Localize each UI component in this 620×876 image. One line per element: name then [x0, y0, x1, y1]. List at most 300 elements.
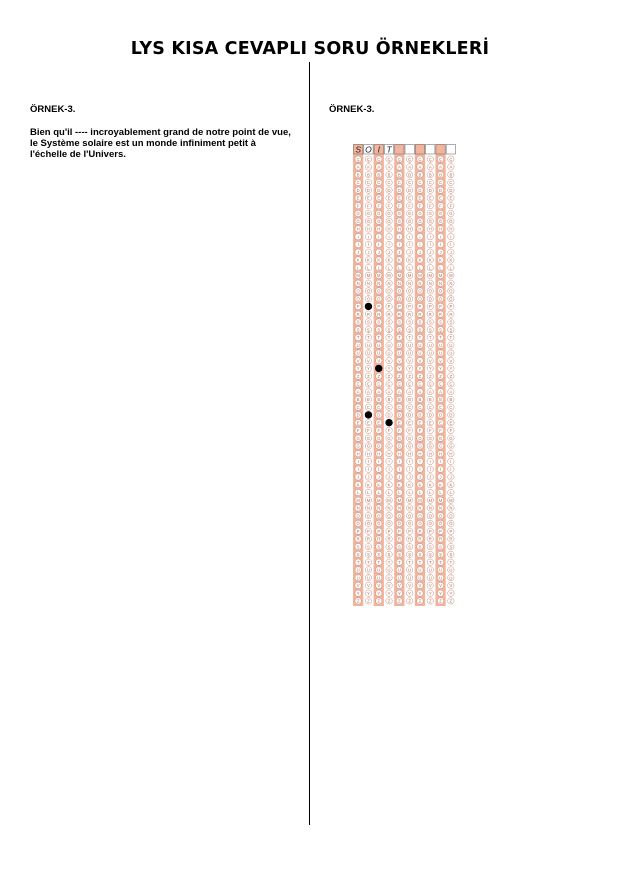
answer-bubble[interactable]: [448, 241, 454, 247]
answer-bubble[interactable]: [386, 559, 392, 565]
answer-bubble[interactable]: [376, 373, 382, 379]
answer-bubble[interactable]: [406, 249, 412, 255]
answer-bubble[interactable]: [365, 458, 371, 464]
answer-bubble[interactable]: [448, 598, 454, 604]
answer-bubble[interactable]: [417, 264, 423, 270]
answer-bubble[interactable]: [406, 574, 412, 580]
answer-bubble[interactable]: [427, 435, 433, 441]
answer-bubble[interactable]: [355, 466, 361, 472]
answer-bubble[interactable]: [437, 249, 443, 255]
answer-bubble[interactable]: [376, 288, 382, 294]
answer-bubble[interactable]: [427, 574, 433, 580]
answer-bubble[interactable]: [448, 528, 454, 534]
answer-bubble[interactable]: [417, 543, 423, 549]
answer-bubble[interactable]: [376, 171, 382, 177]
answer-bubble[interactable]: [427, 202, 433, 208]
answer-bubble[interactable]: [396, 412, 402, 418]
answer-bubble[interactable]: [355, 303, 361, 309]
answer-bubble[interactable]: [386, 536, 392, 542]
answer-bubble[interactable]: [448, 334, 454, 340]
answer-bubble[interactable]: [365, 497, 371, 503]
answer-bubble[interactable]: [417, 202, 423, 208]
answer-bubble[interactable]: [448, 288, 454, 294]
answer-bubble[interactable]: [386, 218, 392, 224]
answer-bubble[interactable]: [437, 311, 443, 317]
answer-bubble[interactable]: [437, 350, 443, 356]
answer-bubble[interactable]: [417, 450, 423, 456]
answer-bubble[interactable]: [376, 311, 382, 317]
answer-bubble[interactable]: [376, 280, 382, 286]
answer-bubble[interactable]: [386, 528, 392, 534]
answer-bubble[interactable]: [376, 396, 382, 402]
answer-bubble[interactable]: [437, 574, 443, 580]
answer-bubble[interactable]: [417, 303, 423, 309]
answer-bubble[interactable]: [386, 505, 392, 511]
answer-bubble[interactable]: [427, 295, 433, 301]
answer-bubble[interactable]: [417, 241, 423, 247]
answer-bubble[interactable]: [448, 458, 454, 464]
answer-bubble[interactable]: [437, 551, 443, 557]
answer-bubble[interactable]: [417, 187, 423, 193]
answer-bubble[interactable]: [365, 171, 371, 177]
answer-bubble[interactable]: [448, 505, 454, 511]
answer-bubble[interactable]: [386, 381, 392, 387]
answer-bubble[interactable]: [376, 435, 382, 441]
answer-bubble[interactable]: [427, 357, 433, 363]
answer-bubble[interactable]: [437, 187, 443, 193]
answer-bubble[interactable]: [406, 505, 412, 511]
answer-bubble[interactable]: [417, 567, 423, 573]
answer-bubble[interactable]: [448, 233, 454, 239]
answer-bubble[interactable]: [365, 443, 371, 449]
answer-bubble[interactable]: [365, 311, 371, 317]
answer-bubble[interactable]: [406, 590, 412, 596]
answer-bubble[interactable]: [406, 156, 412, 162]
answer-bubble[interactable]: [427, 427, 433, 433]
answer-bubble[interactable]: [386, 543, 392, 549]
answer-bubble[interactable]: [376, 357, 382, 363]
answer-bubble[interactable]: [376, 404, 382, 410]
answer-bubble[interactable]: [406, 412, 412, 418]
answer-bubble[interactable]: [417, 559, 423, 565]
answer-bubble[interactable]: [365, 435, 371, 441]
answer-bubble[interactable]: [376, 156, 382, 162]
answer-bubble[interactable]: [365, 272, 371, 278]
answer-bubble[interactable]: [437, 156, 443, 162]
answer-bubble[interactable]: [396, 326, 402, 332]
answer-bubble[interactable]: [437, 373, 443, 379]
answer-bubble[interactable]: [448, 226, 454, 232]
answer-bubble[interactable]: [406, 381, 412, 387]
answer-bubble[interactable]: [386, 179, 392, 185]
answer-bubble[interactable]: [448, 264, 454, 270]
answer-bubble[interactable]: [417, 249, 423, 255]
answer-bubble[interactable]: [365, 466, 371, 472]
answer-bubble[interactable]: [396, 590, 402, 596]
answer-bubble[interactable]: [427, 567, 433, 573]
answer-bubble[interactable]: [365, 396, 371, 402]
answer-bubble[interactable]: [427, 164, 433, 170]
answer-bubble[interactable]: [417, 419, 423, 425]
answer-bubble[interactable]: [376, 528, 382, 534]
answer-bubble[interactable]: [376, 590, 382, 596]
answer-bubble[interactable]: [427, 443, 433, 449]
answer-bubble[interactable]: [355, 574, 361, 580]
answer-bubble[interactable]: [396, 443, 402, 449]
answer-bubble[interactable]: [427, 466, 433, 472]
answer-bubble[interactable]: [355, 264, 361, 270]
answer-bubble[interactable]: [437, 272, 443, 278]
answer-bubble[interactable]: [427, 598, 433, 604]
answer-bubble[interactable]: [386, 598, 392, 604]
answer-bubble[interactable]: [406, 226, 412, 232]
answer-bubble[interactable]: [417, 435, 423, 441]
answer-bubble[interactable]: [427, 350, 433, 356]
answer-bubble[interactable]: [448, 450, 454, 456]
answer-bubble[interactable]: [386, 195, 392, 201]
answer-bubble[interactable]: [396, 241, 402, 247]
answer-bubble[interactable]: [376, 505, 382, 511]
answer-bubble[interactable]: [355, 195, 361, 201]
answer-bubble[interactable]: [355, 350, 361, 356]
answer-bubble[interactable]: [396, 551, 402, 557]
answer-bubble[interactable]: [365, 202, 371, 208]
answer-bubble[interactable]: [355, 543, 361, 549]
answer-bubble[interactable]: [396, 536, 402, 542]
answer-bubble[interactable]: [376, 474, 382, 480]
answer-bubble[interactable]: [437, 512, 443, 518]
answer-bubble[interactable]: [355, 489, 361, 495]
answer-bubble[interactable]: [437, 295, 443, 301]
answer-bubble[interactable]: [386, 512, 392, 518]
answer-bubble[interactable]: [406, 396, 412, 402]
answer-bubble[interactable]: [437, 598, 443, 604]
answer-bubble[interactable]: [365, 567, 371, 573]
answer-bubble[interactable]: [437, 528, 443, 534]
answer-bubble[interactable]: [376, 326, 382, 332]
answer-bubble[interactable]: [427, 543, 433, 549]
answer-bubble[interactable]: [427, 257, 433, 263]
header-box[interactable]: [415, 145, 424, 155]
header-box[interactable]: [446, 145, 455, 155]
answer-bubble[interactable]: [448, 559, 454, 565]
answer-bubble[interactable]: [365, 342, 371, 348]
answer-bubble[interactable]: [448, 543, 454, 549]
answer-bubble[interactable]: [376, 342, 382, 348]
answer-bubble[interactable]: [417, 226, 423, 232]
answer-bubble[interactable]: [448, 280, 454, 286]
filled-bubble[interactable]: [365, 411, 372, 418]
answer-bubble[interactable]: [417, 326, 423, 332]
answer-bubble[interactable]: [365, 450, 371, 456]
answer-bubble[interactable]: [417, 195, 423, 201]
answer-bubble[interactable]: [427, 226, 433, 232]
answer-bubble[interactable]: [437, 404, 443, 410]
header-box[interactable]: [426, 145, 435, 155]
answer-bubble[interactable]: [376, 218, 382, 224]
answer-bubble[interactable]: [427, 326, 433, 332]
answer-bubble[interactable]: [396, 264, 402, 270]
answer-bubble[interactable]: [448, 202, 454, 208]
answer-bubble[interactable]: [355, 179, 361, 185]
answer-bubble[interactable]: [396, 474, 402, 480]
answer-bubble[interactable]: [417, 179, 423, 185]
answer-bubble[interactable]: [386, 567, 392, 573]
answer-bubble[interactable]: [365, 233, 371, 239]
answer-bubble[interactable]: [365, 528, 371, 534]
answer-bubble[interactable]: [365, 381, 371, 387]
answer-bubble[interactable]: [448, 419, 454, 425]
answer-bubble[interactable]: [437, 342, 443, 348]
answer-bubble[interactable]: [427, 381, 433, 387]
answer-bubble[interactable]: [355, 536, 361, 542]
answer-bubble[interactable]: [355, 334, 361, 340]
answer-bubble[interactable]: [355, 404, 361, 410]
answer-bubble[interactable]: [355, 257, 361, 263]
filled-bubble[interactable]: [385, 419, 392, 426]
answer-bubble[interactable]: [406, 233, 412, 239]
answer-bubble[interactable]: [448, 404, 454, 410]
answer-bubble[interactable]: [427, 187, 433, 193]
answer-bubble[interactable]: [386, 249, 392, 255]
answer-bubble[interactable]: [396, 481, 402, 487]
answer-bubble[interactable]: [396, 233, 402, 239]
answer-bubble[interactable]: [365, 257, 371, 263]
answer-bubble[interactable]: [406, 342, 412, 348]
answer-bubble[interactable]: [396, 598, 402, 604]
answer-bubble[interactable]: [406, 288, 412, 294]
answer-bubble[interactable]: [386, 474, 392, 480]
answer-bubble[interactable]: [355, 295, 361, 301]
answer-bubble[interactable]: [448, 412, 454, 418]
answer-bubble[interactable]: [427, 497, 433, 503]
answer-bubble[interactable]: [437, 202, 443, 208]
answer-bubble[interactable]: [355, 443, 361, 449]
answer-bubble[interactable]: [376, 520, 382, 526]
answer-bubble[interactable]: [427, 590, 433, 596]
answer-bubble[interactable]: [396, 280, 402, 286]
answer-bubble[interactable]: [396, 528, 402, 534]
answer-bubble[interactable]: [396, 543, 402, 549]
header-box[interactable]: [395, 145, 404, 155]
answer-bubble[interactable]: [396, 497, 402, 503]
answer-bubble[interactable]: [386, 288, 392, 294]
answer-bubble[interactable]: [406, 164, 412, 170]
answer-bubble[interactable]: [365, 264, 371, 270]
answer-bubble[interactable]: [448, 257, 454, 263]
answer-bubble[interactable]: [406, 171, 412, 177]
answer-bubble[interactable]: [427, 388, 433, 394]
answer-bubble[interactable]: [386, 551, 392, 557]
answer-bubble[interactable]: [355, 156, 361, 162]
answer-bubble[interactable]: [437, 505, 443, 511]
answer-bubble[interactable]: [448, 489, 454, 495]
answer-bubble[interactable]: [376, 543, 382, 549]
answer-bubble[interactable]: [376, 334, 382, 340]
answer-bubble[interactable]: [396, 272, 402, 278]
answer-bubble[interactable]: [406, 497, 412, 503]
answer-bubble[interactable]: [437, 559, 443, 565]
answer-bubble[interactable]: [386, 187, 392, 193]
answer-bubble[interactable]: [386, 334, 392, 340]
answer-bubble[interactable]: [355, 272, 361, 278]
answer-bubble[interactable]: [437, 396, 443, 402]
answer-bubble[interactable]: [376, 350, 382, 356]
answer-bubble[interactable]: [365, 489, 371, 495]
answer-bubble[interactable]: [448, 373, 454, 379]
answer-bubble[interactable]: [437, 489, 443, 495]
answer-bubble[interactable]: [365, 295, 371, 301]
answer-bubble[interactable]: [427, 249, 433, 255]
answer-bubble[interactable]: [406, 458, 412, 464]
answer-bubble[interactable]: [386, 357, 392, 363]
answer-bubble[interactable]: [427, 419, 433, 425]
answer-bubble[interactable]: [396, 350, 402, 356]
answer-bubble[interactable]: [386, 295, 392, 301]
answer-bubble[interactable]: [437, 412, 443, 418]
answer-bubble[interactable]: [406, 210, 412, 216]
answer-bubble[interactable]: [427, 520, 433, 526]
answer-bubble[interactable]: [355, 381, 361, 387]
answer-bubble[interactable]: [355, 357, 361, 363]
answer-bubble[interactable]: [417, 357, 423, 363]
answer-bubble[interactable]: [448, 249, 454, 255]
answer-bubble[interactable]: [365, 156, 371, 162]
answer-bubble[interactable]: [448, 512, 454, 518]
answer-bubble[interactable]: [386, 396, 392, 402]
answer-bubble[interactable]: [417, 319, 423, 325]
answer-bubble[interactable]: [386, 365, 392, 371]
answer-bubble[interactable]: [376, 187, 382, 193]
answer-bubble[interactable]: [417, 582, 423, 588]
answer-bubble[interactable]: [448, 497, 454, 503]
answer-bubble[interactable]: [406, 481, 412, 487]
answer-bubble[interactable]: [417, 334, 423, 340]
filled-bubble[interactable]: [365, 303, 372, 310]
answer-bubble[interactable]: [406, 202, 412, 208]
answer-bubble[interactable]: [406, 466, 412, 472]
answer-bubble[interactable]: [448, 357, 454, 363]
answer-bubble[interactable]: [355, 233, 361, 239]
answer-bubble[interactable]: [448, 536, 454, 542]
answer-bubble[interactable]: [437, 210, 443, 216]
answer-bubble[interactable]: [365, 195, 371, 201]
answer-bubble[interactable]: [365, 350, 371, 356]
answer-bubble[interactable]: [355, 249, 361, 255]
answer-bubble[interactable]: [437, 590, 443, 596]
answer-bubble[interactable]: [448, 466, 454, 472]
answer-bubble[interactable]: [427, 288, 433, 294]
answer-bubble[interactable]: [376, 450, 382, 456]
answer-bubble[interactable]: [448, 427, 454, 433]
answer-bubble[interactable]: [448, 350, 454, 356]
answer-bubble[interactable]: [437, 427, 443, 433]
answer-bubble[interactable]: [417, 210, 423, 216]
answer-bubble[interactable]: [417, 218, 423, 224]
answer-bubble[interactable]: [437, 435, 443, 441]
answer-bubble[interactable]: [365, 210, 371, 216]
answer-bubble[interactable]: [417, 474, 423, 480]
answer-bubble[interactable]: [386, 373, 392, 379]
answer-bubble[interactable]: [437, 567, 443, 573]
answer-bubble[interactable]: [406, 241, 412, 247]
answer-bubble[interactable]: [396, 164, 402, 170]
answer-bubble[interactable]: [417, 528, 423, 534]
answer-bubble[interactable]: [437, 543, 443, 549]
answer-bubble[interactable]: [448, 171, 454, 177]
answer-bubble[interactable]: [448, 164, 454, 170]
answer-bubble[interactable]: [417, 489, 423, 495]
answer-bubble[interactable]: [386, 171, 392, 177]
answer-bubble[interactable]: [448, 156, 454, 162]
answer-bubble[interactable]: [448, 210, 454, 216]
answer-bubble[interactable]: [386, 404, 392, 410]
answer-bubble[interactable]: [376, 489, 382, 495]
answer-bubble[interactable]: [406, 187, 412, 193]
answer-bubble[interactable]: [417, 388, 423, 394]
answer-bubble[interactable]: [386, 233, 392, 239]
answer-bubble[interactable]: [376, 319, 382, 325]
answer-bubble[interactable]: [437, 450, 443, 456]
answer-bubble[interactable]: [437, 365, 443, 371]
answer-bubble[interactable]: [448, 295, 454, 301]
answer-bubble[interactable]: [386, 412, 392, 418]
answer-bubble[interactable]: [406, 404, 412, 410]
answer-bubble[interactable]: [355, 582, 361, 588]
answer-bubble[interactable]: [365, 574, 371, 580]
answer-bubble[interactable]: [365, 373, 371, 379]
answer-bubble[interactable]: [365, 319, 371, 325]
answer-bubble[interactable]: [355, 458, 361, 464]
answer-bubble[interactable]: [427, 559, 433, 565]
answer-bubble[interactable]: [437, 164, 443, 170]
answer-bubble[interactable]: [365, 419, 371, 425]
answer-bubble[interactable]: [417, 288, 423, 294]
answer-bubble[interactable]: [417, 466, 423, 472]
answer-bubble[interactable]: [427, 373, 433, 379]
answer-bubble[interactable]: [376, 195, 382, 201]
answer-bubble[interactable]: [365, 218, 371, 224]
answer-bubble[interactable]: [386, 241, 392, 247]
answer-bubble[interactable]: [448, 474, 454, 480]
header-box[interactable]: [405, 145, 414, 155]
answer-bubble[interactable]: [448, 319, 454, 325]
answer-bubble[interactable]: [417, 427, 423, 433]
answer-bubble[interactable]: [437, 257, 443, 263]
answer-bubble[interactable]: [376, 466, 382, 472]
answer-bubble[interactable]: [376, 179, 382, 185]
answer-bubble[interactable]: [376, 559, 382, 565]
answer-bubble[interactable]: [396, 373, 402, 379]
answer-bubble[interactable]: [396, 582, 402, 588]
answer-bubble[interactable]: [365, 164, 371, 170]
answer-bubble[interactable]: [355, 497, 361, 503]
answer-bubble[interactable]: [437, 195, 443, 201]
answer-bubble[interactable]: [437, 357, 443, 363]
answer-bubble[interactable]: [365, 326, 371, 332]
answer-bubble[interactable]: [386, 303, 392, 309]
answer-bubble[interactable]: [355, 419, 361, 425]
answer-bubble[interactable]: [376, 202, 382, 208]
answer-bubble[interactable]: [417, 443, 423, 449]
answer-bubble[interactable]: [406, 334, 412, 340]
answer-bubble[interactable]: [396, 427, 402, 433]
answer-bubble[interactable]: [376, 210, 382, 216]
answer-bubble[interactable]: [427, 481, 433, 487]
answer-bubble[interactable]: [396, 311, 402, 317]
answer-bubble[interactable]: [355, 319, 361, 325]
answer-bubble[interactable]: [396, 357, 402, 363]
